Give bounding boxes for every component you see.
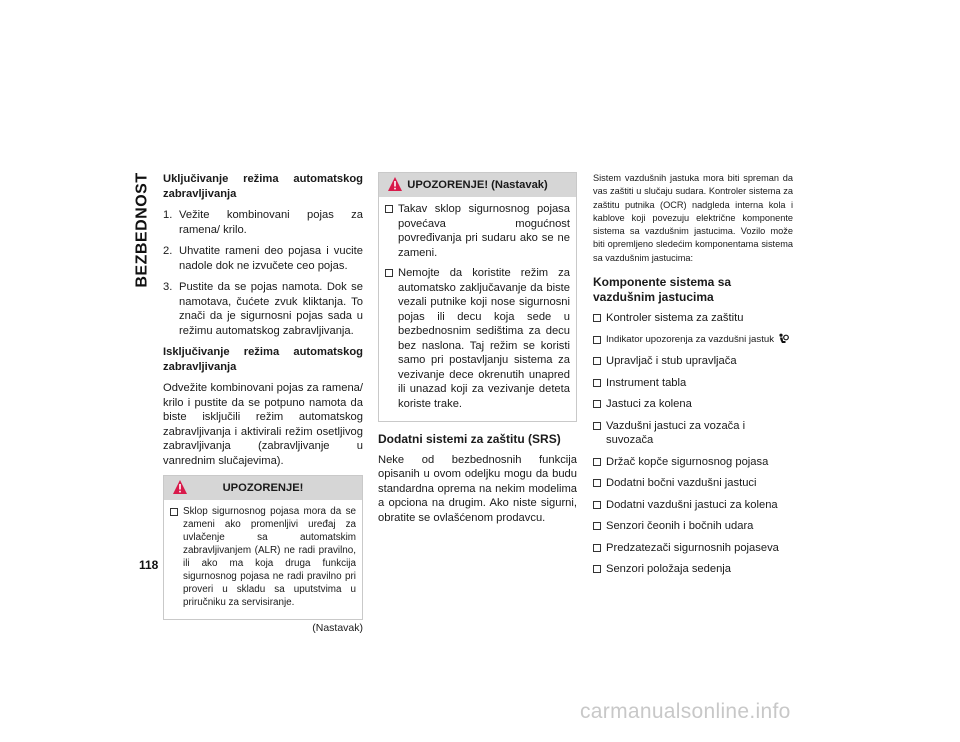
paragraph-disable-alr: Odvežite kombinovani pojas za ramena/ krilo i pustite da se potpuno namota da biste isključili režim automatskog zabravljivanja i aktivirali režim osetljivog zabravljivanja (zabravljivanje u vanrednim slučajevima). — [163, 382, 363, 467]
steps-list — [163, 208, 363, 338]
column-right — [593, 172, 793, 584]
section-title-srs: Dodatni sistemi za zaštitu (SRS) — [378, 432, 561, 446]
list-item: Vazdušni jastuci za vozača i suvozača — [593, 419, 793, 448]
warning-box — [163, 475, 363, 620]
checkbox-square-icon — [385, 205, 393, 213]
continued-note: (Nastavak) — [312, 622, 363, 634]
section-title-airbag-components: Komponente sistema sa vazdušnim jastucima — [593, 275, 732, 305]
section-tab — [128, 170, 158, 290]
checkbox-square-icon — [385, 269, 393, 277]
heading-enable-alr: Uključivanje režima automatskog zabravljivanja — [163, 173, 363, 200]
checkbox-square-icon — [593, 336, 601, 344]
checkbox-square-icon — [593, 379, 601, 387]
paragraph-airbag-intro: Sistem vazdušnih jastuka mora biti spreman da vas zaštiti u slučaju sudara. Kontroler sistema za zaštitu putnika (OCR) nadgleda interna kola i kablove koji povezuju električne komponente sistema sa vazdušnim jastucima. Vozilo može biti opremljeno sledećim komponentama sistema sa vazdušnim jastucima: — [593, 173, 793, 263]
warning-triangle-icon — [172, 479, 188, 495]
watermark[interactable]: carmanualsonline.info — [580, 700, 791, 723]
checkbox-square-icon — [593, 314, 601, 322]
list-item: Držač kopče sigurnosnog pojasa — [593, 455, 793, 470]
checkbox-square-icon — [170, 508, 178, 516]
checkbox-square-icon — [593, 458, 601, 466]
list-item: 3. Pustite da se pojas namota. Dok se namotava, čućete zvuk kliktanja. To znači da je sigurnosni pojas sada u režimu automatskog zabravljivanja. — [163, 281, 363, 337]
components-list — [593, 311, 793, 577]
list-item: Predzatezači sigurnosnih pojaseva — [593, 541, 793, 556]
list-item: Senzori čeonih i bočnih udara — [593, 519, 793, 534]
warning-title: UPOZORENJE! — [222, 481, 304, 494]
list-item: Dodatni bočni vazdušni jastuci — [593, 476, 793, 491]
column-left — [163, 172, 363, 636]
checkbox-square-icon — [593, 400, 601, 408]
warning-header — [164, 476, 362, 500]
warning-bullet: Nemojte da koristite režim za automatsko zaključavanje da biste vezali putnike koji nose sigurnosni pojas ili decu koja sede u bezbednosnim sedištima za decu bez naslona. Taj režim se koristi samo pri postavljanju sistema za vezivanje dece okrenutih unapred ili unazad koji za vezivanje deteta koriste trake. — [385, 266, 570, 411]
list-item: Senzori položaja sedenja — [593, 562, 793, 577]
warning-title: UPOZORENJE! (Nastavak) — [407, 178, 548, 191]
checkbox-square-icon — [593, 501, 601, 509]
heading-disable-alr: Isključivanje režima automatskog zabravljivanja — [163, 346, 363, 373]
warning-box-continued — [378, 172, 577, 422]
checkbox-square-icon — [593, 544, 601, 552]
checkbox-square-icon — [593, 522, 601, 530]
list-item: Jastuci za kolena — [593, 397, 793, 412]
column-middle — [378, 172, 577, 532]
checkbox-square-icon — [593, 422, 601, 430]
list-item: Instrument tabla — [593, 376, 793, 391]
list-item: 1. Vežite kombinovani pojas za ramena/ krilo. — [163, 209, 363, 236]
list-item: Upravljač i stub upravljača — [593, 354, 793, 369]
section-tab-label: BEZBEDNOST — [134, 172, 152, 288]
warning-bullet: Takav sklop sigurnosnog pojasa povećava mogućnost povređivanja pri sudaru ako se ne zameni. — [385, 202, 570, 260]
warning-bullet: Sklop sigurnosnog pojasa mora da se zameni ako promenljivi uređaj za uvlačenje sa automatskim zabravljivanjem (ALR) ne radi pravilno, ili ako ma koja druga funkcija sigurnosnog pojasa ne radi pravilno pri proveri u skladu sa uputstvima u priručniku za servisiranje. — [170, 505, 356, 609]
paragraph-srs: Neke od bezbednosnih funkcija opisanih u ovom odeljku mogu da budu standardna oprema na nekim modelima a opciona na drugim. Ako niste sigurni, obratite se ovlašćenom prodavcu. — [378, 453, 577, 524]
warning-triangle-icon — [387, 176, 403, 192]
checkbox-square-icon — [593, 479, 601, 487]
list-item: 2. Uhvatite rameni deo pojasa i vucite nadole dok ne izvučete ceo pojas. — [163, 245, 363, 272]
list-item: Dodatni vazdušni jastuci za kolena — [593, 498, 793, 513]
list-item: Kontroler sistema za zaštitu — [593, 311, 793, 326]
checkbox-square-icon — [593, 565, 601, 573]
page-number: 118 — [139, 558, 159, 572]
warning-header — [379, 173, 576, 197]
checkbox-square-icon — [593, 357, 601, 365]
list-item: Indikator upozorenja za vazdušni jastuk — [593, 333, 793, 348]
airbag-warning-icon — [777, 333, 789, 345]
